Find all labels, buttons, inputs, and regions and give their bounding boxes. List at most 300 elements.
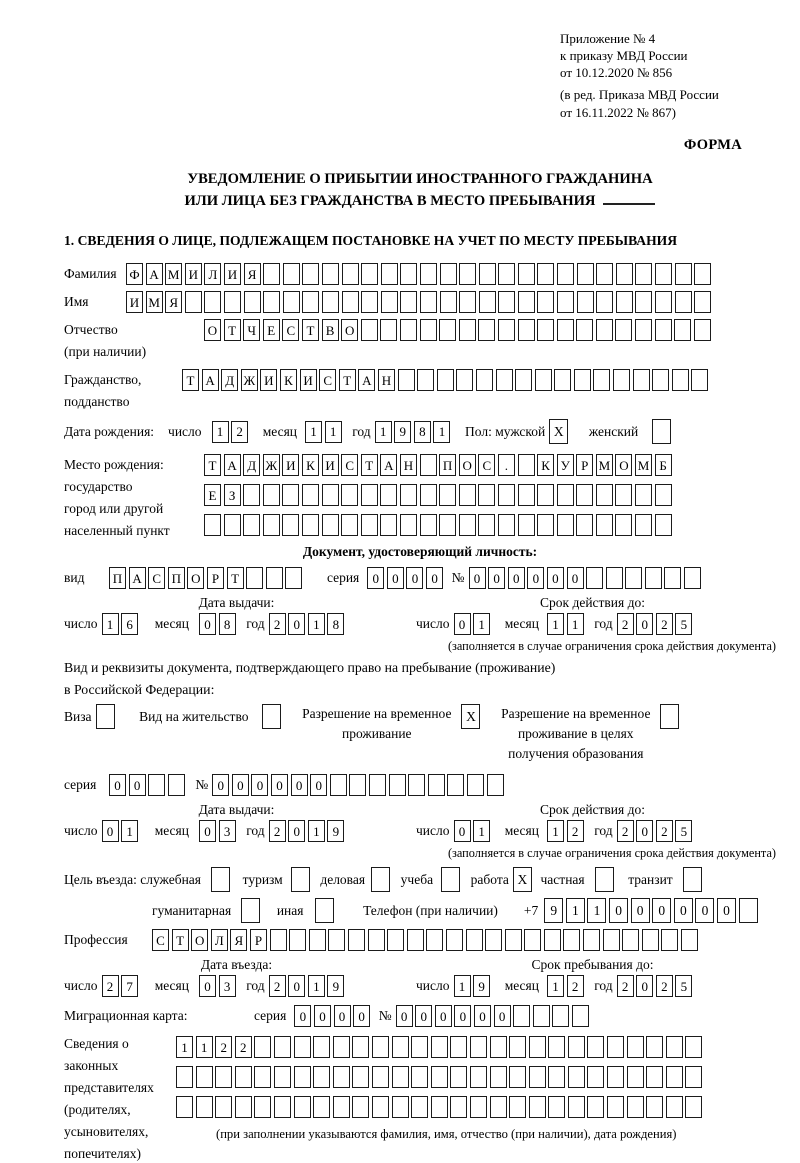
char-box[interactable] <box>361 319 378 341</box>
char-box[interactable]: И <box>300 369 317 391</box>
char-box[interactable]: 0 <box>291 774 308 796</box>
purpose-humanitarian-checkbox[interactable] <box>241 898 263 923</box>
purpose-tourism-checkbox[interactable] <box>291 867 313 892</box>
char-box[interactable] <box>548 1096 565 1118</box>
char-box[interactable] <box>596 484 613 506</box>
char-box[interactable] <box>352 1066 369 1088</box>
char-box[interactable]: 8 <box>327 613 344 635</box>
char-box[interactable] <box>439 484 456 506</box>
char-box[interactable]: 9 <box>473 975 490 997</box>
char-box[interactable] <box>372 1096 389 1118</box>
char-box[interactable] <box>529 1096 546 1118</box>
char-box[interactable] <box>587 1096 604 1118</box>
char-box[interactable] <box>498 291 515 313</box>
char-box[interactable]: 1 <box>121 820 138 842</box>
char-box[interactable] <box>691 369 708 391</box>
char-box[interactable] <box>254 1036 271 1058</box>
char-box[interactable]: . <box>498 454 515 476</box>
char-box[interactable]: 1 <box>547 820 564 842</box>
char-box[interactable]: 0 <box>469 567 486 589</box>
char-box[interactable] <box>490 1036 507 1058</box>
char-box[interactable] <box>243 484 260 506</box>
char-box[interactable]: 0 <box>288 975 305 997</box>
char-box[interactable] <box>348 929 365 951</box>
char-box[interactable]: 0 <box>636 613 653 635</box>
char-box[interactable]: 1 <box>102 613 119 635</box>
char-box[interactable]: 0 <box>415 1005 432 1027</box>
char-box[interactable]: Т <box>361 454 378 476</box>
char-box[interactable] <box>282 484 299 506</box>
char-box[interactable] <box>342 291 359 313</box>
char-box[interactable]: К <box>537 454 554 476</box>
char-box[interactable] <box>196 1066 213 1088</box>
char-box[interactable] <box>684 567 701 589</box>
char-box[interactable] <box>642 929 659 951</box>
char-box[interactable]: П <box>168 567 185 589</box>
char-box[interactable]: М <box>635 454 652 476</box>
char-box[interactable] <box>537 319 554 341</box>
char-box[interactable]: 1 <box>567 613 584 635</box>
char-box[interactable] <box>333 1096 350 1118</box>
char-box[interactable] <box>224 291 241 313</box>
char-box[interactable] <box>459 263 476 285</box>
char-box[interactable] <box>694 291 711 313</box>
char-box[interactable] <box>675 291 692 313</box>
char-box[interactable]: Р <box>250 929 267 951</box>
char-box[interactable] <box>572 1005 589 1027</box>
char-box[interactable] <box>294 1036 311 1058</box>
char-box[interactable] <box>694 319 711 341</box>
char-box[interactable]: 2 <box>617 820 634 842</box>
char-box[interactable] <box>596 319 613 341</box>
char-box[interactable] <box>552 1005 569 1027</box>
char-box[interactable] <box>586 567 603 589</box>
char-box[interactable]: О <box>459 454 476 476</box>
char-box[interactable]: 0 <box>271 774 288 796</box>
char-box[interactable] <box>557 263 574 285</box>
char-box[interactable] <box>509 1096 526 1118</box>
char-box[interactable] <box>498 484 515 506</box>
char-box[interactable] <box>361 484 378 506</box>
char-box[interactable] <box>380 484 397 506</box>
char-box[interactable] <box>557 484 574 506</box>
char-box[interactable] <box>274 1036 291 1058</box>
char-box[interactable]: 0 <box>695 898 714 923</box>
char-box[interactable] <box>302 484 319 506</box>
char-box[interactable] <box>176 1096 193 1118</box>
char-box[interactable] <box>400 263 417 285</box>
char-box[interactable] <box>576 319 593 341</box>
char-box[interactable] <box>616 291 633 313</box>
char-box[interactable]: Ч <box>243 319 260 341</box>
char-box[interactable] <box>254 1066 271 1088</box>
char-box[interactable] <box>322 484 339 506</box>
char-box[interactable]: 0 <box>314 1005 331 1027</box>
char-box[interactable] <box>440 291 457 313</box>
char-box[interactable] <box>574 369 591 391</box>
char-box[interactable] <box>420 484 437 506</box>
char-box[interactable] <box>204 514 221 536</box>
char-box[interactable] <box>235 1096 252 1118</box>
char-box[interactable]: С <box>152 929 169 951</box>
char-box[interactable] <box>485 929 502 951</box>
char-box[interactable] <box>509 1036 526 1058</box>
char-box[interactable] <box>459 291 476 313</box>
char-box[interactable] <box>196 1096 213 1118</box>
char-box[interactable] <box>664 567 681 589</box>
char-box[interactable] <box>361 263 378 285</box>
sex-female-checkbox[interactable] <box>652 419 674 444</box>
char-box[interactable] <box>557 291 574 313</box>
char-box[interactable]: 1 <box>547 613 564 635</box>
char-box[interactable] <box>518 319 535 341</box>
char-box[interactable]: 0 <box>109 774 126 796</box>
char-box[interactable]: 0 <box>636 975 653 997</box>
char-box[interactable] <box>450 1036 467 1058</box>
char-box[interactable]: 1 <box>176 1036 193 1058</box>
char-box[interactable] <box>675 263 692 285</box>
purpose-study-checkbox[interactable] <box>441 867 463 892</box>
char-box[interactable]: 0 <box>636 820 653 842</box>
char-box[interactable] <box>568 1036 585 1058</box>
char-box[interactable] <box>518 484 535 506</box>
char-box[interactable] <box>420 454 437 476</box>
char-box[interactable] <box>498 514 515 536</box>
char-box[interactable]: 0 <box>199 975 216 997</box>
char-box[interactable] <box>607 1066 624 1088</box>
char-box[interactable] <box>548 1066 565 1088</box>
char-box[interactable] <box>672 369 689 391</box>
char-box[interactable] <box>368 929 385 951</box>
char-box[interactable] <box>583 929 600 951</box>
char-box[interactable]: 1 <box>433 421 450 443</box>
char-box[interactable]: 0 <box>294 1005 311 1027</box>
char-box[interactable] <box>283 291 300 313</box>
char-box[interactable] <box>361 291 378 313</box>
char-box[interactable] <box>211 867 230 892</box>
char-box[interactable] <box>294 1096 311 1118</box>
char-box[interactable]: Е <box>204 484 221 506</box>
char-box[interactable]: Я <box>230 929 247 951</box>
char-box[interactable]: 3 <box>219 820 236 842</box>
char-box[interactable] <box>431 1096 448 1118</box>
char-box[interactable] <box>263 514 280 536</box>
char-box[interactable] <box>529 1036 546 1058</box>
char-box[interactable]: С <box>148 567 165 589</box>
char-box[interactable] <box>615 319 632 341</box>
char-box[interactable] <box>635 263 652 285</box>
char-box[interactable]: 1 <box>308 975 325 997</box>
char-box[interactable] <box>635 319 652 341</box>
char-box[interactable] <box>681 929 698 951</box>
char-box[interactable]: 1 <box>473 820 490 842</box>
char-box[interactable]: 9 <box>394 421 411 443</box>
char-box[interactable]: 5 <box>675 975 692 997</box>
char-box[interactable] <box>262 704 281 729</box>
char-box[interactable] <box>148 774 165 796</box>
char-box[interactable]: 8 <box>414 421 431 443</box>
char-box[interactable]: 0 <box>674 898 693 923</box>
char-box[interactable]: 1 <box>308 613 325 635</box>
char-box[interactable] <box>596 263 613 285</box>
char-box[interactable]: 0 <box>310 774 327 796</box>
char-box[interactable] <box>392 1036 409 1058</box>
char-box[interactable] <box>328 929 345 951</box>
char-box[interactable] <box>498 263 515 285</box>
char-box[interactable] <box>470 1036 487 1058</box>
char-box[interactable]: 2 <box>567 975 584 997</box>
char-box[interactable] <box>322 514 339 536</box>
char-box[interactable] <box>285 567 302 589</box>
char-box[interactable]: 0 <box>129 774 146 796</box>
temp-residence-checkbox[interactable] <box>461 704 483 729</box>
char-box[interactable]: Ж <box>241 369 258 391</box>
char-box[interactable] <box>420 263 437 285</box>
char-box[interactable] <box>315 898 334 923</box>
char-box[interactable]: И <box>260 369 277 391</box>
char-box[interactable] <box>518 454 535 476</box>
char-box[interactable] <box>441 867 460 892</box>
char-box[interactable] <box>302 514 319 536</box>
char-box[interactable]: 0 <box>717 898 736 923</box>
char-box[interactable]: 2 <box>102 975 119 997</box>
char-box[interactable]: 0 <box>454 820 471 842</box>
char-box[interactable]: 2 <box>617 975 634 997</box>
char-box[interactable]: 1 <box>305 421 322 443</box>
char-box[interactable]: 0 <box>494 1005 511 1027</box>
char-box[interactable]: Н <box>400 454 417 476</box>
char-box[interactable] <box>646 1036 663 1058</box>
char-box[interactable]: А <box>224 454 241 476</box>
char-box[interactable] <box>557 319 574 341</box>
char-box[interactable] <box>224 514 241 536</box>
char-box[interactable] <box>479 291 496 313</box>
char-box[interactable] <box>215 1096 232 1118</box>
char-box[interactable]: 0 <box>454 1005 471 1027</box>
char-box[interactable]: 0 <box>288 613 305 635</box>
char-box[interactable] <box>529 1066 546 1088</box>
char-box[interactable] <box>487 774 504 796</box>
char-box[interactable]: И <box>126 291 143 313</box>
char-box[interactable] <box>537 263 554 285</box>
char-box[interactable] <box>361 514 378 536</box>
char-box[interactable] <box>655 514 672 536</box>
char-box[interactable] <box>428 774 445 796</box>
char-box[interactable]: Л <box>204 263 221 285</box>
char-box[interactable]: 0 <box>367 567 384 589</box>
char-box[interactable] <box>341 514 358 536</box>
char-box[interactable] <box>459 514 476 536</box>
char-box[interactable] <box>577 263 594 285</box>
char-box[interactable] <box>274 1066 291 1088</box>
char-box[interactable]: 9 <box>327 975 344 997</box>
char-box[interactable] <box>627 1036 644 1058</box>
char-box[interactable] <box>420 514 437 536</box>
char-box[interactable] <box>518 263 535 285</box>
char-box[interactable]: 8 <box>219 613 236 635</box>
char-box[interactable]: 0 <box>396 1005 413 1027</box>
char-box[interactable]: 6 <box>121 613 138 635</box>
char-box[interactable] <box>596 291 613 313</box>
char-box[interactable] <box>616 263 633 285</box>
char-box[interactable] <box>322 263 339 285</box>
char-box[interactable] <box>563 929 580 951</box>
char-box[interactable] <box>595 867 614 892</box>
char-box[interactable]: А <box>358 369 375 391</box>
char-box[interactable]: Д <box>243 454 260 476</box>
char-box[interactable] <box>685 1036 702 1058</box>
char-box[interactable]: Т <box>302 319 319 341</box>
char-box[interactable]: 1 <box>308 820 325 842</box>
char-box[interactable] <box>389 774 406 796</box>
char-box[interactable]: 0 <box>387 567 404 589</box>
char-box[interactable]: Б <box>655 454 672 476</box>
char-box[interactable]: 1 <box>566 898 585 923</box>
char-box[interactable]: Я <box>244 263 261 285</box>
char-box[interactable] <box>479 263 496 285</box>
char-box[interactable] <box>241 898 260 923</box>
residence-permit-checkbox[interactable] <box>262 704 284 729</box>
char-box[interactable] <box>685 1096 702 1118</box>
char-box[interactable] <box>535 369 552 391</box>
char-box[interactable] <box>652 419 671 444</box>
char-box[interactable]: 0 <box>652 898 671 923</box>
char-box[interactable] <box>372 1066 389 1088</box>
char-box[interactable]: 1 <box>325 421 342 443</box>
char-box[interactable]: С <box>478 454 495 476</box>
char-box[interactable] <box>490 1096 507 1118</box>
char-box[interactable] <box>568 1096 585 1118</box>
sex-male-checkbox[interactable] <box>549 419 571 444</box>
char-box[interactable] <box>282 514 299 536</box>
purpose-business-checkbox[interactable] <box>371 867 393 892</box>
char-box[interactable] <box>652 369 669 391</box>
char-box[interactable]: О <box>341 319 358 341</box>
char-box[interactable]: О <box>204 319 221 341</box>
char-box[interactable] <box>380 319 397 341</box>
char-box[interactable]: X <box>549 419 568 444</box>
char-box[interactable]: Р <box>576 454 593 476</box>
char-box[interactable] <box>420 291 437 313</box>
char-box[interactable] <box>537 514 554 536</box>
char-box[interactable] <box>646 1066 663 1088</box>
char-box[interactable] <box>513 1005 530 1027</box>
char-box[interactable] <box>470 1066 487 1088</box>
char-box[interactable]: 0 <box>488 567 505 589</box>
char-box[interactable]: 2 <box>617 613 634 635</box>
char-box[interactable] <box>333 1036 350 1058</box>
char-box[interactable] <box>411 1066 428 1088</box>
char-box[interactable] <box>313 1066 330 1088</box>
char-box[interactable] <box>176 1066 193 1088</box>
char-box[interactable]: 2 <box>656 820 673 842</box>
char-box[interactable] <box>635 514 652 536</box>
char-box[interactable] <box>627 1096 644 1118</box>
char-box[interactable] <box>411 1036 428 1058</box>
char-box[interactable] <box>478 514 495 536</box>
char-box[interactable] <box>417 369 434 391</box>
char-box[interactable] <box>270 929 287 951</box>
char-box[interactable] <box>398 369 415 391</box>
char-box[interactable] <box>392 1066 409 1088</box>
char-box[interactable]: А <box>129 567 146 589</box>
char-box[interactable] <box>666 1036 683 1058</box>
char-box[interactable] <box>309 929 326 951</box>
char-box[interactable] <box>635 484 652 506</box>
char-box[interactable] <box>387 929 404 951</box>
char-box[interactable] <box>646 1096 663 1118</box>
char-box[interactable] <box>596 514 613 536</box>
char-box[interactable]: 0 <box>547 567 564 589</box>
char-box[interactable]: Т <box>339 369 356 391</box>
char-box[interactable]: Т <box>204 454 221 476</box>
char-box[interactable]: 3 <box>219 975 236 997</box>
char-box[interactable]: X <box>513 867 532 892</box>
char-box[interactable]: 0 <box>609 898 628 923</box>
char-box[interactable]: А <box>146 263 163 285</box>
char-box[interactable]: 2 <box>656 613 673 635</box>
char-box[interactable] <box>478 484 495 506</box>
char-box[interactable] <box>537 484 554 506</box>
char-box[interactable]: Т <box>224 319 241 341</box>
char-box[interactable]: 5 <box>675 820 692 842</box>
char-box[interactable]: И <box>322 454 339 476</box>
char-box[interactable] <box>372 1036 389 1058</box>
char-box[interactable] <box>537 291 554 313</box>
char-box[interactable] <box>342 263 359 285</box>
char-box[interactable]: Ф <box>126 263 143 285</box>
char-box[interactable]: 2 <box>567 820 584 842</box>
char-box[interactable] <box>554 369 571 391</box>
char-box[interactable] <box>515 369 532 391</box>
char-box[interactable] <box>243 514 260 536</box>
char-box[interactable] <box>587 1036 604 1058</box>
char-box[interactable]: П <box>109 567 126 589</box>
char-box[interactable]: 0 <box>426 567 443 589</box>
char-box[interactable] <box>476 369 493 391</box>
char-box[interactable]: П <box>439 454 456 476</box>
char-box[interactable] <box>274 1096 291 1118</box>
char-box[interactable] <box>381 291 398 313</box>
char-box[interactable] <box>577 291 594 313</box>
char-box[interactable] <box>235 1066 252 1088</box>
char-box[interactable] <box>674 319 691 341</box>
char-box[interactable] <box>666 1066 683 1088</box>
char-box[interactable]: А <box>202 369 219 391</box>
char-box[interactable]: 0 <box>353 1005 370 1027</box>
char-box[interactable] <box>548 1036 565 1058</box>
purpose-transit-checkbox[interactable] <box>683 867 705 892</box>
char-box[interactable] <box>524 929 541 951</box>
char-box[interactable] <box>266 567 283 589</box>
char-box[interactable]: X <box>461 704 480 729</box>
char-box[interactable]: 0 <box>288 820 305 842</box>
char-box[interactable] <box>661 929 678 951</box>
char-box[interactable]: К <box>302 454 319 476</box>
char-box[interactable] <box>246 567 263 589</box>
char-box[interactable] <box>204 291 221 313</box>
char-box[interactable] <box>627 1066 644 1088</box>
visa-checkbox[interactable] <box>96 704 118 729</box>
char-box[interactable]: С <box>341 454 358 476</box>
char-box[interactable]: 0 <box>212 774 229 796</box>
char-box[interactable] <box>645 567 662 589</box>
char-box[interactable] <box>381 263 398 285</box>
char-box[interactable]: 1 <box>473 613 490 635</box>
char-box[interactable]: 0 <box>406 567 423 589</box>
char-box[interactable] <box>603 929 620 951</box>
char-box[interactable] <box>254 1096 271 1118</box>
